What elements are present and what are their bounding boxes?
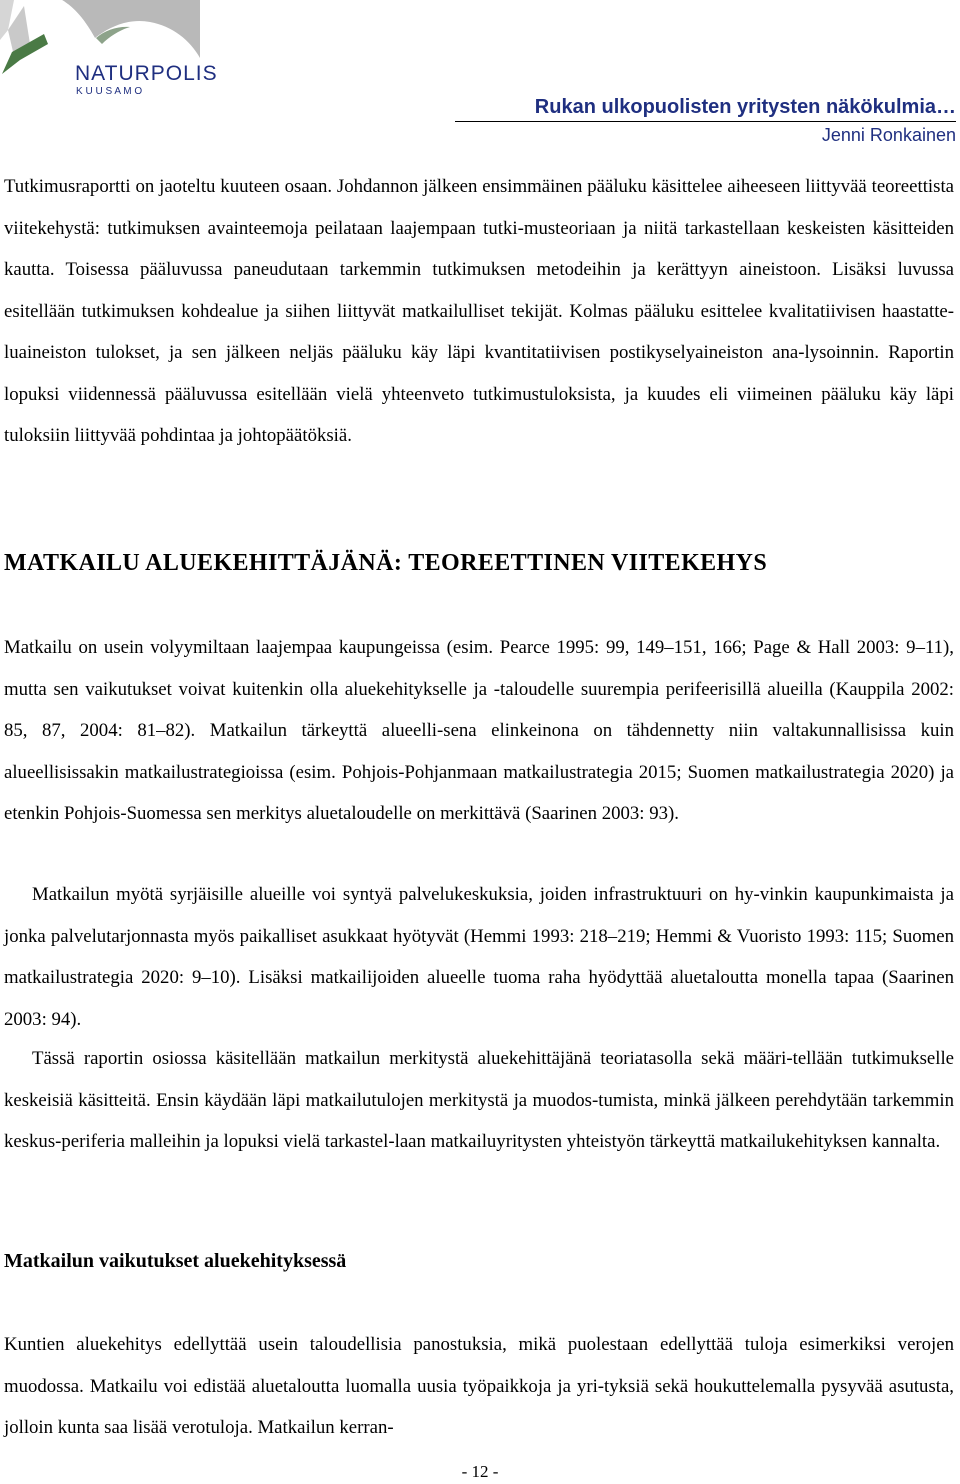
paragraph-1: Matkailu on usein volyymiltaan laajempaa kaupungeissa (esim. Pearce 1995: 99, 149–151, 166; Page & Hall 2003: 9–11), mutta sen vaikutukset voivat kuitenkin olla aluekehitykselle ja -taloudelle suurempia perifeerisillä alueilla (Kauppila 2002: 85, 87, 2004: 81–82). Matkailun tärkeyttä alueelli-sena elinkeinona on tähdennetty niin valtakunnallisissa kuin alueellisissakin matkailustrategioissa (esim. Pohjois-Pohjanmaan matkailustrategia 2015; Suomen matkailustrategia 2020) ja etenkin Pohjois-Suomessa sen merkitys aluetaloudelle on merkittävä (Saarinen 2003: 93). <box>4 637 954 824</box>
naturpolis-logo-graphic <box>0 0 218 100</box>
chapter-heading: MATKAILU ALUEKEHITTÄJÄNÄ: TEOREETTINEN VIITEKEHYS <box>4 550 768 576</box>
logo-wordmark: NATURPOLIS <box>75 62 218 85</box>
intro-paragraph: Tutkimusraportti on jaoteltu kuuteen osaan. Johdannon jälkeen ensimmäinen pääluku käsittelee aiheeseen liittyvää teoreettista viitekehystä: tutkimuksen avainteemoja peilataan laajempaan tutki-musteoriaan ja niitä tarkastellaan keskeisten käsitteiden kautta. Toisessa pääluvussa paneudutaan tarkemmin tutkimuksen metodeihin ja kerättyyn aineistoon. Lisäksi luvussa esitellään tutkimuksen kohdealue ja siihen liittyvät matkailulliset tekijät. Kolmas pääluku esittelee kvalitatiivisen haastatte-luaineiston tulokset, ja sen jälkeen neljäs pääluku käy läpi kvantitatiivisen postikyselyaineiston ana-lysoinnin. Raportin lopuksi viidennessä pääluvussa esitellään vielä yhteenveto tutkimustuloksista, ja kuudes eli viimeinen pääluku käy läpi tuloksiin liittyvää pohdintaa ja johtopäätöksiä. <box>4 176 954 446</box>
paragraph-4: Kuntien aluekehitys edellyttää usein taloudellisia panostuksia, mikä puolestaan edellyttää tuloja esimerkiksi verojen muodossa. Matkailu voi edistää aluetaloutta luomalla uusia työpaikkoja ja yri-tyksiä sekä houkuttelemalla pysyvää asutusta, jolloin kunta saa lisää verotuloja. Matkailun kerran- <box>4 1334 954 1438</box>
naturpolis-logo <box>0 0 218 100</box>
header-divider <box>455 121 956 122</box>
paragraph-3: Tässä raportin osiossa käsitellään matkailun merkitystä aluekehittäjänä teoriatasolla sekä määri-tellään tutkimukselle keskeisiä käsitteitä. Ensin käydään läpi matkailutulojen merkitystä ja muodos-tumista, minkä jälkeen perehdytään tarkemmin keskus-periferia malleihin ja lopuksi vielä tarkastel-laan matkailuyritysten yhteistyön tärkeyttä matkailukehityksen kannalta. <box>4 1048 954 1152</box>
page-number: - 12 - <box>461 1462 499 1481</box>
section-heading: Matkailun vaikutukset aluekehityksessä <box>4 1250 347 1272</box>
running-header-title: Rukan ulkopuolisten yritysten näkökulmia… <box>534 96 956 118</box>
paragraph-2: Matkailun myötä syrjäisille alueille voi syntyä palvelukeskuksia, joiden infrastruktuuri on hy-vinkin kaupunkimaista ja jonka palvelutarjonnasta myös paikalliset asukkaat hyötyvät (Hemmi 1993: 218–219; Hemmi & Vuoristo 1993: 115; Suomen matkailustrategia 2020: 9–10). Lisäksi matkailijoiden alueelle tuoma raha hyödyttää aluetaloutta monella tapaa (Saarinen 2003: 94). <box>4 884 954 1030</box>
running-header-author: Jenni Ronkainen <box>821 125 956 145</box>
logo-subtext: K U U S A M O <box>76 86 143 97</box>
